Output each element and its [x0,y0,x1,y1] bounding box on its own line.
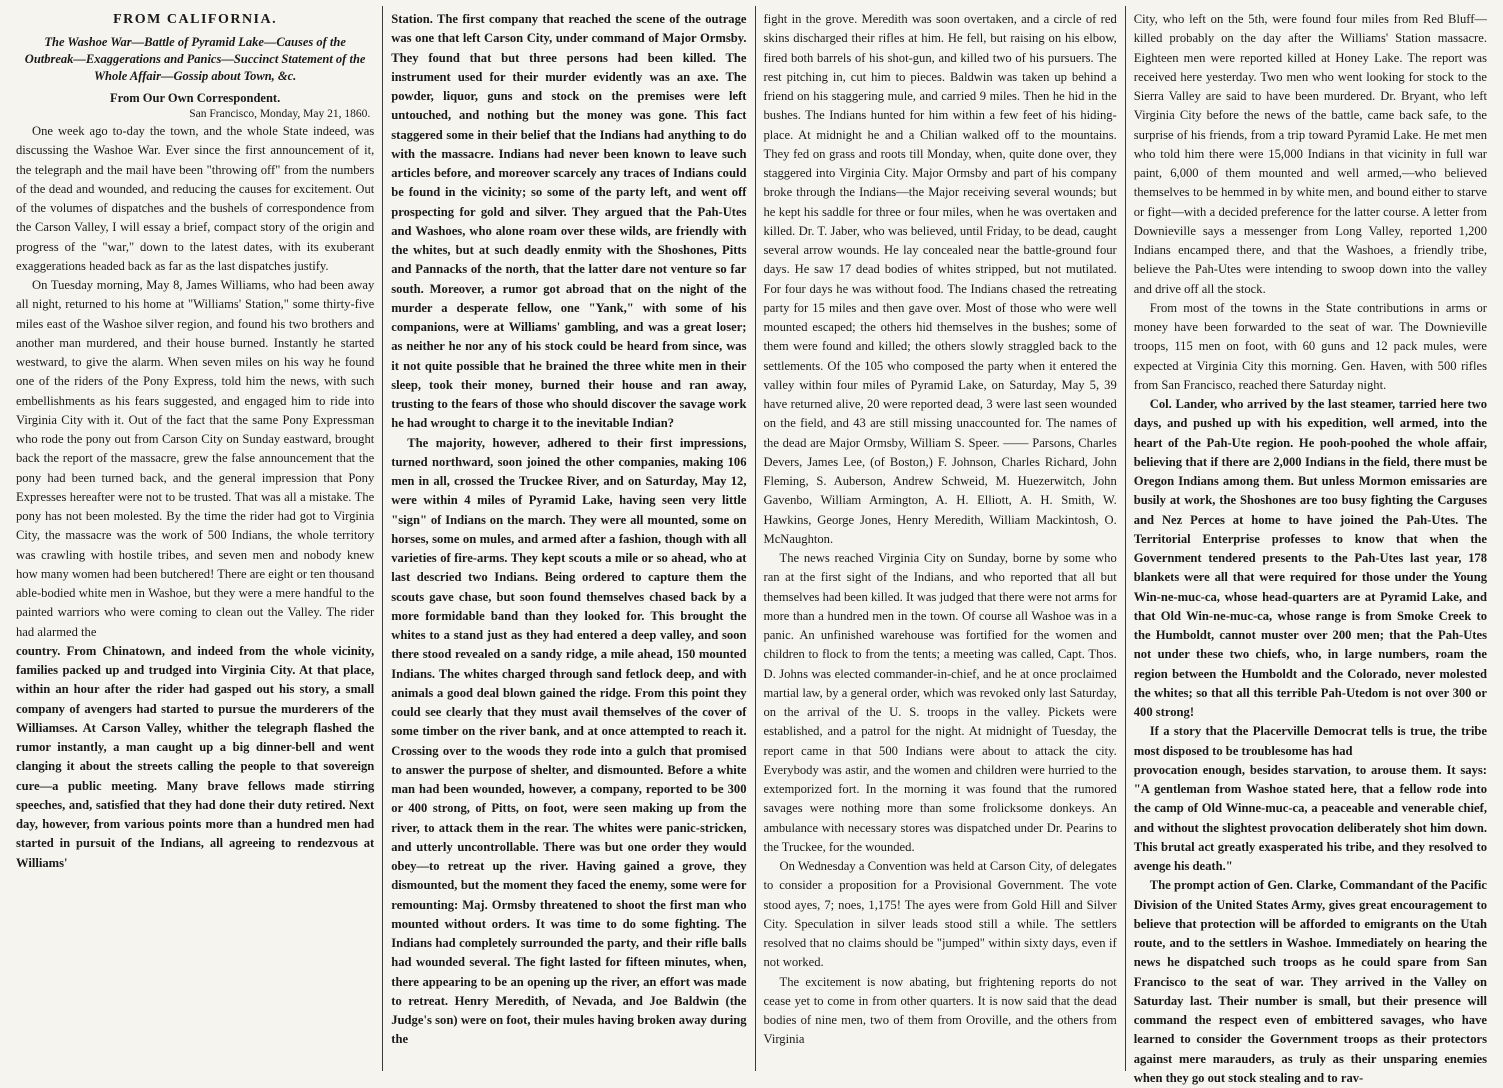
paragraph-bold: Col. Lander, who arrived by the last steamer, tarried here two days, and pushed up with his expedition, well armed, into the heart of the Pah-Ute region. He pooh-poohed the whole affair, believing that if there are 2,000 Indians in the field, there must be Oregon Indians among them. But unless Mormon emissaries are busily at work, the Shoshones are too busy fighting the Carguses and Nez Perces at home to have joined the Pah-Utes. The Territorial Enterprise professes to know that when the Government tendered presents to the Pah-Utes last year, 178 blankets were all that were required for those under the Young Win-ne-muc-ca, whose head-quarters are at Pyramid Lake, and that Old Win-ne-muc-ca, whose range is from Smoke Creek to the Humboldt, cannot muster over 200 men; that the Pah-Utes not under these two chiefs, who, in large numbers, roam the region between the Humboldt and the Colorado, never molested the whites; so that all this terrible Pah-Utedom is not over 300 or 400 strong! [1133,397,1487,719]
paragraph-bold: If a story that the Placerville Democrat tells is true, the tribe most disposed to be troublesome has had [1133,724,1487,758]
column-4 [1126,6,1495,1085]
article-byline: From Our Own Correspondent. [110,91,281,105]
paragraph: One week ago to-day the town, and the whole State indeed, was discussing the Washoe War. Ever since the first announcement of it, the telegraph and the mail have been "throwing off" from the numbers of the dead and wounded, and reducing the causes for excitement. Out of the volumes of dispatches and the bushels of correspondence from the Carson Valley, I will essay a brief, compact story of the origin and progress of the "war," down to the latest dates, with its exuberant exaggerations headed back as far as the last dispatches justify. [16,124,375,273]
paragraph: The excitement is now abating, but frightening reports do not cease yet to come in from other quarters. It is now said that the dead bodies of nine men, two of them from Oroville, and the others from Virginia [763,974,1117,1047]
article-subhead: The Washoe War—Battle of Pyramid Lake—Causes of the Outbreak—Exaggerations and Panics—Succinct Statement of the Whole Affair—Gossip about Town, &c. [24,35,366,83]
paragraph: On Tuesday morning, May 8, James Williams, who had been away all night, returned to his home at "Williams' Station," some thirty-five miles east of the Washoe silver region, and found his two brothers and another man murdered, and their house burned. Instantly he started westward, to give the alarm. When seven miles on his way he found one of the riders of the Pony Express, told him the news, with such embellishments as his fears suggested, and engaged him to ride into Virginia City with it. Out of the fact that the same Pony Expressman who rode the pony out from Carson City on Sunday eastward, brought back the report of the massacre, grew the false announcement that the pony had been turned back, and the general impression that Pony Expresses hereafter were not to be trusted. That was all a mistake. The pony has not been molested. By the time the rider had got to Virginia City, the massacre was the work of 500 Indians, the whole territory was crawling with hostile tribes, and seven men and nobody knew how many women had been butchered! There are eight or ten thousand able-bodied white men in Washoe, but they were a mere handful to the painted warriors who were coming to clean out the Valley. The rider had alarmed the [16,278,375,639]
paragraph: fight in the grove. Meredith was soon overtaken, and a circle of red skins discharged their rifles at him. He fell, but raising on his elbow, fired both barrels of his shot-gun, and killed two of his pursuers. The rest pitching in, cut him to pieces. Baldwin was taken up behind a friend on his staggering mule, and carried 9 miles. Then he hid in the bushes. The Indians hunted for him within a few feet of his hiding-place. At midnight he and a Chilian walked off to the mountains. They fed on grass and roots till Monday, when, quite done over, they staggered into Virginia City. Major Ormsby and part of his company broke through the Indians—the Major receiving several wounds; but he kept his saddle for three or four miles, when he was overtaken and killed. Dr. T. Jaber, who was believed, until Friday, to be dead, caught several arrow wounds. He lay concealed near the battle-ground four days. He saw 17 dead bodies of whites stripped, but not mutilated. For four days he was without food. The Indians chased the retreating party for 15 miles and then gave over. Most of those who were well mounted escaped; the others hid themselves in the bushes; some of them were found and killed; the others slowly straggled back to the settlements. Of the 105 who composed the party when it entered the valley within four miles of Pyramid Lake, on Saturday, May 5, 39 have returned alive, 20 were reported dead, 3 were last seen wounded on the field, and 43 are still missing unaccounted for. The names of the dead are Major Ormsby, William S. Speer. —— Parsons, Charles Devers, James Lee, (of Boston,) F. Johnson, Charles Richard, John Fleming, S. Auberson, Andrew Schweid, M. Huezerwitch, John Gavenbo, William Armington, A. H. Elliott, A. H. Smith, W. Hawkins, George Jones, Henry Meredith, William Mackintosh, O. McNaughton. [763,12,1117,546]
paragraph-bold: provocation enough, besides starvation, to arouse them. It says: "A gentleman from Washoe stated here, that a fellow rode into the camp of Old Winne-muc-ca, a peaceable and venerable chief, and without the slightest provocation deliberately shot him down. This brutal act greatly exasperated his tribe, and they resolved to avenge his death." [1133,762,1487,873]
column-2 [383,6,754,1071]
paragraph: On Wednesday a Convention was held at Carson City, of delegates to consider a proposition for a Provisional Government. The vote stood ayes, 7; noes, 1,175! The ayes were from Gold Hill and Silver City. Speculation in silver leads stood still a while. The settlers resolved that no claims should be "jumped" within sixty days, even if not worked. [763,859,1117,970]
article-dateline: San Francisco, Monday, May 21, 1860. [189,108,371,120]
paragraph: The news reached Virginia City on Sunday, borne by some who ran at the first sight of the Indians, and who reported that all but themselves had been killed. It was judged that there were not arms for more than a hundred men in the town. Of course all Washoe was in a panic. An unfinished warehouse was fortified for the women and children to flock to from the tents; a meeting was called, Capt. Thos. D. Johns was elected commander-in-chief, and he at once proclaimed martial law, by a general order, which was revoked only last Saturday, on the arrival of the U. S. troops in the valley. Pickets were established, and a patrol for the night. At midnight of Tuesday, the report came in that 500 Indians were about to attack the city. Everybody was astir, and the women and children were hurried to the extemporized fort. In the morning it was found that the rumored savages were nothing more than some frolicksome donkeys. An ambulance with necessary stores was dispatched under Dr. Pearins to the Truckee, for the wounded. [763,551,1117,854]
column-3 [756,6,1125,1071]
paragraph-bold: The majority, however, adhered to their first impressions, turned northward, soon joined the other companies, making 106 men in all, crossed the Truckee River, and on Saturday, May 12, were within 4 miles of Pyramid Lake, having seen very little "sign" of Indians on the march. They were all mounted, some on horses, some on mules, and armed after a fashion, though with all varieties of fire-arms. They kept scouts a mile or so ahead, who at last descried two Indians. Being ordered to capture them the scouts gave chase, but soon found themselves chased back by a more formidable band than they looked for. This brought the whites to a stand just as they had entered a deep valley, and soon there stood revealed on a sandy ridge, a mile ahead, 150 mounted Indians. The whites charged through sand fetlock deep, and with animals a good deal blown gained the ridge. From this point they could see clearly that they must avail themselves of the cover of some timber on the river bank, and at once attempted to reach it. Crossing over to the woods they rode into a gulch that promised to answer the purpose of shelter, and dismounted. Before a white man had been wounded, however, a company, reported to be 300 or 400 strong, of Pitts, on foot, were seen making up from the river, to attack them in the rear. The whites were panic-stricken, and utterly uncontrollable. There was but one order they would obey—to retreat up the river. Having gained a grove, they dismounted, but the moment they faced the enemy, some were for remounting: Maj. Ormsby threatened to shoot the first man who mounted without orders. It was time to do some fighting. The Indians had completely surrounded the party, and their rifle balls had wounded several. The fight lasted for fifteen minutes, when, there appearing to be an opening up the river, an effort was made to retreat. Henry Meredith, of Nevada, and Joe Baldwin (the Judge's son) were on foot, their mules having broken away during the [391,435,747,1047]
column-1 [8,6,382,1071]
article-headline: FROM CALIFORNIA. [113,12,278,27]
paragraph-bold: The prompt action of Gen. Clarke, Commandant of the Pacific Division of the United States Army, gives great encouragement to believe that protection will be afforded to emigrants on the Utah route, and to the settlers in Washoe. Immediately on hearing the news he dispatched such troops as he could spare from San Francisco to the seat of war. They arrived in the Valley on Saturday last. Their number is small, but their presence will command the respect even of embittered savages, who have learned to consider the Government troops as their protectors against mere marauders, as truly as their unsparing enemies when they go out stock stealing and to rav- [1133,878,1487,1085]
paragraph-bold: Station. The first company that reached the scene of the outrage was one that left Carson City, under command of Major Ormsby. They found that but three persons had been killed. The instrument used for their murder evidently was an axe. The powder, liquor, guns and stock on the premises were left untouched, and nothing but the money was gone. This fact staggered some in their belief that the Indians had anything to do with the massacre. Indians had never been known to leave such articles before, and moreover scarcely any traces of Indians could be found in the vicinity; so some of the party left, and went off prospecting for gold and silver. They argued that the Pah-Utes and Washoes, who alone roam over these wilds, are friendly with the whites, but at such deadly enmity with the Shoshones, Pitts and Pannacks of the north, that the latter dare not venture so far south. Moreover, a rumor got abroad that on the night of the murder a desperate fellow, one "Yank," with some of his companions, were at Williams' gambling, and was a great loser; as neither he nor any of his stock could be heard from since, was it not quite possible that he brained the three white men in their sleep, took their money, burned their house and ran away, trusting to the fears of those who should discover the savage work he had wrought to charge it to the inevitable Indian? [391,12,747,431]
paragraph: City, who left on the 5th, were found four miles from Red Bluff—killed probably on the day after the Williams' Station massacre. Eighteen men were reported killed at Honey Lake. The report was received here yesterday. Two men who went looking for stock to the Sierra Valley are said to have been murdered. Dr. Bryant, who left Virginia City before the news of the battle, came back safe, to the surprise of his friends, from a trip toward Pyramid Lake. He met men who told him there were 15,000 Indians in that vicinity in full war paint, 6,000 of them mounted and well armed,—who believed themselves to be hemmed in by white men, and bound either to starve or fight—with a decided preference for the latter course. A letter from Downieville says a messenger from Long Valley, reported 1,200 Indians encamped there, and that the Washoes, a friendly tribe, believe the Pah-Utes were intending to swoop down into the valley and drive off all the stock. [1133,12,1487,296]
paragraph-bold: country. From Chinatown, and indeed from the whole vicinity, families packed up and trudged into Virginia City. At that place, within an hour after the rider had gasped out his story, a small company of avengers had started to pursue the murderers of the Williamses. At Carson Valley, whither the telegraph flashed the rumor instantly, a man caught up a big dinner-bell and went clanging it about the streets calling the people to that sovereign cure—a public meeting. Many brave fellows made stirring speeches, and, satisfied that they had done their duty retired. Next day, however, from various points more than a hundred men had started in pursuit of the Indians, all agreeing to rendezvous at Williams' [16,643,375,870]
paragraph: From most of the towns in the State contributions in arms or money have been forwarded to the seat of war. The Downieville troops, 115 men on foot, with 60 guns and 12 pack mules, were expected at Virginia City this morning. Gen. Haven, with 500 rifles from San Francisco, reached there Saturday night. [1133,300,1487,392]
